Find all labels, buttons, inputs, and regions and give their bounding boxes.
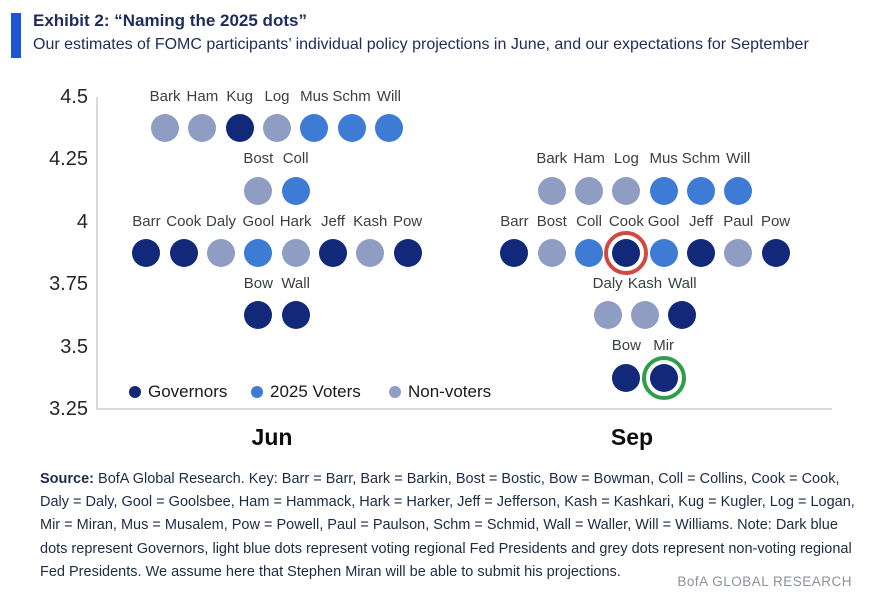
dot-label-jun-coll: Coll xyxy=(282,150,309,168)
dot-label-jun-bow: Bow xyxy=(243,274,273,292)
dot-label-sep-barr: Barr xyxy=(500,212,529,230)
y-tick-label: 3.5 xyxy=(60,335,88,358)
dot-jun-log xyxy=(263,114,291,142)
dot-label-sep-schm: Schm xyxy=(681,150,721,168)
source-note xyxy=(40,468,856,584)
dot-sep-bark xyxy=(538,177,566,205)
dot-jun-pow xyxy=(394,239,422,267)
dot-sep-jeff xyxy=(687,239,715,267)
dot-label-jun-bark: Bark xyxy=(149,87,181,105)
exhibit-title: Exhibit 2: “Naming the 2025 dots” xyxy=(33,11,307,30)
dot-label-jun-hark: Hark xyxy=(279,212,312,230)
dot-jun-mus xyxy=(300,114,328,142)
dot-jun-barr xyxy=(132,239,160,267)
dot-sep-daly xyxy=(594,301,622,329)
x-axis-line xyxy=(96,408,832,410)
dot-label-jun-log: Log xyxy=(264,87,290,105)
dot-label-sep-will: Will xyxy=(726,150,751,168)
dot-jun-daly xyxy=(207,239,235,267)
legend-dot-voter xyxy=(251,386,263,398)
dot-label-jun-bost: Bost xyxy=(243,150,274,168)
dot-label-sep-cook: Cook xyxy=(608,212,644,230)
y-axis-line xyxy=(96,97,98,409)
y-tick-label: 3.25 xyxy=(49,398,88,420)
legend-dot-nonvoter xyxy=(389,386,401,398)
dot-jun-bost xyxy=(244,177,272,205)
dot-sep-schm xyxy=(687,177,715,205)
dot-label-jun-daly: Daly xyxy=(206,212,237,230)
dot-jun-kug xyxy=(226,114,254,142)
dot-label-jun-barr: Barr xyxy=(132,212,161,230)
dot-label-jun-kug: Kug xyxy=(226,87,254,105)
dot-label-sep-jeff: Jeff xyxy=(688,212,713,230)
dot-label-jun-ham: Ham xyxy=(186,87,219,105)
dot-jun-cook xyxy=(170,239,198,267)
brand-line: BofA GLOBAL RESEARCH xyxy=(677,574,852,589)
dot-label-sep-mir: Mir xyxy=(653,337,675,355)
dot-label-sep-bow: Bow xyxy=(611,337,641,355)
dot-label-sep-bost: Bost xyxy=(536,212,567,230)
dot-jun-jeff xyxy=(319,239,347,267)
dot-sep-ham xyxy=(575,177,603,205)
y-tick-label: 4 xyxy=(76,210,88,233)
dot-jun-bow xyxy=(244,301,272,329)
dot-jun-coll xyxy=(282,177,310,205)
dot-label-sep-mus: Mus xyxy=(649,150,678,168)
legend-dot-governor xyxy=(129,386,141,398)
highlight-ring-green xyxy=(642,356,686,400)
dot-label-jun-will: Will xyxy=(376,87,401,105)
legend-label-nonvoter: Non-voters xyxy=(408,382,492,401)
dot-label-jun-pow: Pow xyxy=(392,212,423,230)
dot-label-sep-pow: Pow xyxy=(760,212,791,230)
y-tick-label: 4.5 xyxy=(60,86,88,108)
dot-jun-will xyxy=(375,114,403,142)
dot-label-jun-kash: Kash xyxy=(353,212,388,230)
dot-sep-pow xyxy=(762,239,790,267)
source-label: Source: xyxy=(40,471,94,487)
dot-sep-paul xyxy=(724,239,752,267)
dot-jun-hark xyxy=(282,239,310,267)
group-label-jun: Jun xyxy=(251,424,293,450)
dot-sep-bow xyxy=(612,364,640,392)
dot-label-sep-bark: Bark xyxy=(536,150,568,168)
highlight-ring-red xyxy=(604,231,648,275)
dot-label-sep-wall: Wall xyxy=(667,274,697,292)
dot-sep-wall xyxy=(668,301,696,329)
dot-sep-bost xyxy=(538,239,566,267)
dot-label-jun-cook: Cook xyxy=(166,212,202,230)
dot-sep-log xyxy=(612,177,640,205)
source-text: BofA Global Research. Key: Barr = Barr, Bark = Barkin, Bost = Bostic, Bow = Bowman, Coll = Collins, Cook = Cook, Daly = Daly, Gool = Goolsbee, Ham = Hammack, Hark = Harker, Jeff = Jefferson, Kash = Kashkari, Kug = Kugler, Log = Logan, Mir = Miran, Mus = Musalem, Pow = Powell, Paul = Paulson, Schm = Schmid, Wall = Waller, Will = Williams. Note: Dark blue dots represent Governors, light blue dots represent voting regional Fed Presidents and grey dots represent non-voting regional Fed Presidents. We assume here that Stephen Miran will be able to submit his projections. xyxy=(40,471,855,580)
dot-jun-schm xyxy=(338,114,366,142)
group-label-sep: Sep xyxy=(610,424,654,450)
dot-sep-will xyxy=(724,177,752,205)
legend-label-voter: 2025 Voters xyxy=(270,382,361,401)
dot-label-sep-log: Log xyxy=(613,150,639,168)
dot-label-sep-kash: Kash xyxy=(627,274,663,292)
dot-label-jun-jeff: Jeff xyxy=(320,212,345,230)
dot-label-jun-wall: Wall xyxy=(281,274,310,292)
legend-label-governor: Governors xyxy=(148,382,228,401)
y-tick-label: 3.75 xyxy=(49,273,88,296)
dot-label-jun-mus: Mus xyxy=(300,87,329,105)
exhibit-subtitle: Our estimates of FOMC participants’ individual policy projections in June, and our expectations for September xyxy=(33,36,809,53)
y-tick-label: 4.25 xyxy=(49,148,88,171)
dot-jun-kash xyxy=(356,239,384,267)
dot-label-sep-coll: Coll xyxy=(576,212,602,230)
dot-jun-wall xyxy=(282,301,310,329)
dot-sep-mus xyxy=(650,177,678,205)
dot-jun-ham xyxy=(188,114,216,142)
dot-label-sep-paul: Paul xyxy=(723,212,754,230)
dot-jun-gool xyxy=(244,239,272,267)
dot-sep-kash xyxy=(631,301,659,329)
dot-label-jun-schm: Schm xyxy=(332,87,371,105)
dot-jun-bark xyxy=(151,114,179,142)
dot-label-sep-gool: Gool xyxy=(647,212,680,230)
dot-sep-gool xyxy=(650,239,678,267)
dot-label-sep-ham: Ham xyxy=(573,150,605,168)
dot-label-jun-gool: Gool xyxy=(242,212,275,230)
dot-label-sep-daly: Daly xyxy=(592,274,623,292)
dot-sep-coll xyxy=(575,239,603,267)
dot-sep-barr xyxy=(500,239,528,267)
